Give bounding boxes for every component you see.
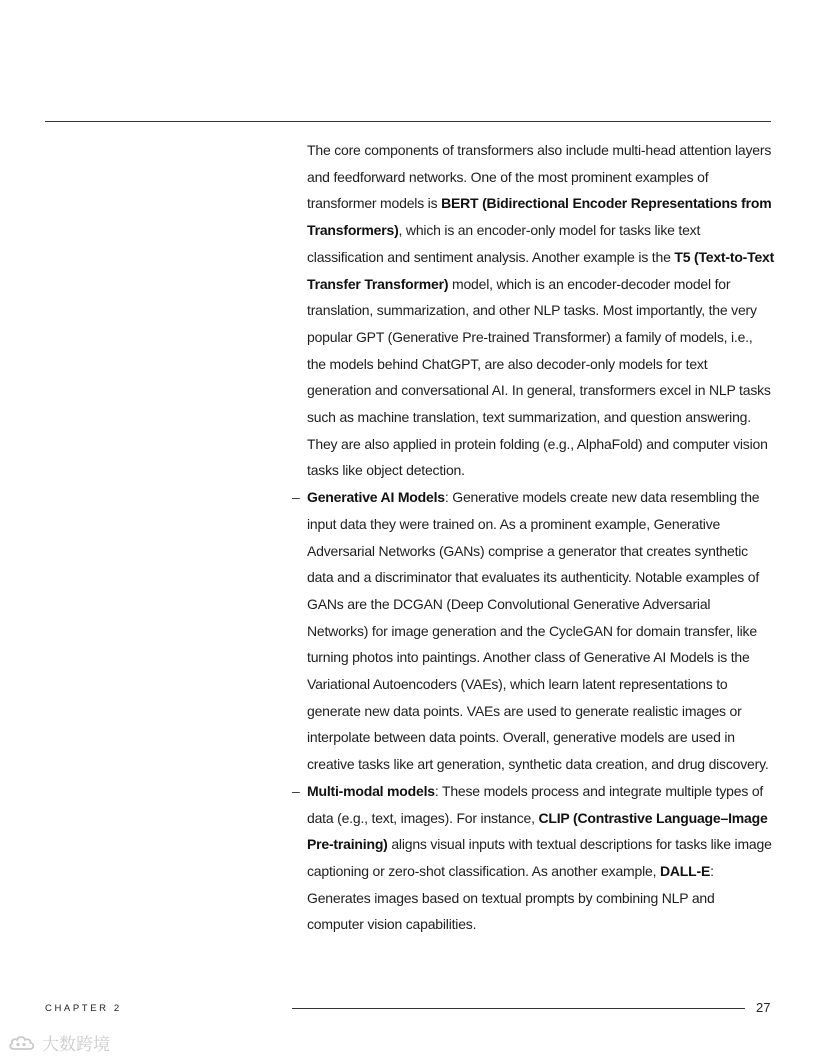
text-run: , which is an encoder-only model for tasks like text classification and sentiment analysis. Another example is the xyxy=(307,222,701,265)
text-run: : Generates images based on textual prompts by combining NLP and computer vision capabilities. xyxy=(307,862,715,933)
text-run: aligns visual inputs with textual descriptions for tasks like image captioning or zero-shot classification. As another example, xyxy=(307,836,772,879)
dash-bullet: – xyxy=(292,782,300,799)
bold-term-multi-modal-models: Multi-modal models xyxy=(307,782,435,799)
dash-bullet: – xyxy=(292,489,300,506)
list-item-generative-ai xyxy=(292,484,775,778)
bold-term-dall-e: DALL-E xyxy=(659,862,711,879)
chapter-label: CHAPTER 2 xyxy=(45,1003,122,1014)
text-run: : Generative models create new data resembling the input data they were trained on. As a prominent example, Generative Adversarial Networks (GANs) comprise a generator that creates synthetic data and a discriminator that evaluates its authenticity. Notable examples of GANs are the DCGAN (Deep Convolutional Generative Adversarial Networks) for image generation and the CycleGAN for domain transfer, like turning photos into paintings. Another class of Generative AI Models is the Variational Autoencoders (VAEs), which learn latent representations to generate new data points. VAEs are used to generate realistic images or interpolate between data points. Overall, generative models are used in creative tasks like art generation, synthetic data creation, and drug discovery. xyxy=(307,489,769,773)
list-item-multi-modal xyxy=(292,778,775,938)
bold-term-bert: BERT (Bidirectional Encoder Representations from Transformers) xyxy=(307,195,772,239)
bold-term-generative-ai-models: Generative AI Models xyxy=(307,489,445,506)
watermark-text: 大数跨境 xyxy=(42,1035,110,1055)
bold-term-t5: T5 (Text-to-Text Transfer Transformer) xyxy=(307,248,775,292)
text-run: : These models process and integrate multiple types of data (e.g., text, images). For instance, xyxy=(307,782,764,826)
header-divider xyxy=(45,121,771,122)
text-run: model, which is an encoder-decoder model for translation, summarization, and other NLP tasks. Most importantly, the very popular GPT (Generative Pre-trained Transformer) a family of models, i.e., the models behind ChatGPT, are also decoder-only models for text generation and conversational AI. In general, transformers excel in NLP tasks such as machine translation, text summarization, and question answering. They are also applied in protein folding (e.g., AlphaFold) and computer vision tasks like object detection. xyxy=(307,275,771,479)
text-run: The core components of transformers also include multi-head attention layers and feedforward networks. One of the most prominent examples of transformer models is xyxy=(307,142,772,212)
footer-divider xyxy=(292,1008,745,1009)
bold-term-clip: CLIP (Contrastive Language–Image Pre-training) xyxy=(307,809,768,853)
paragraph-transformers xyxy=(307,137,775,484)
cloud-logo-icon xyxy=(8,1033,38,1053)
watermark xyxy=(8,1030,110,1055)
page-number: 27 xyxy=(756,1000,771,1015)
body-content xyxy=(292,137,775,938)
